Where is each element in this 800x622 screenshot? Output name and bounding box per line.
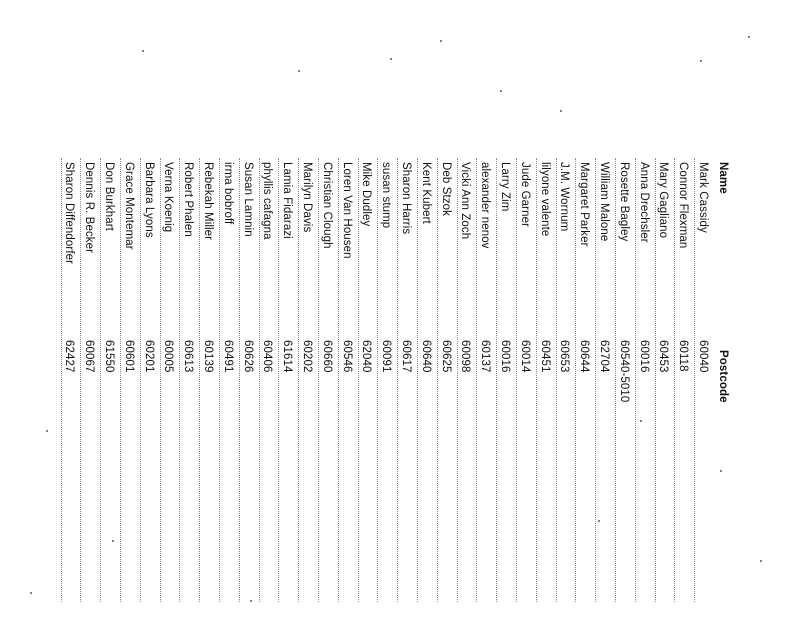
postcode-cell: 60653 (558, 340, 571, 373)
name-cell: Lamia Fidarazi (281, 162, 294, 239)
scan-speck (298, 70, 300, 72)
scan-speck (440, 40, 442, 42)
table-row (375, 162, 395, 622)
name-cell: Don Burkhart (103, 162, 116, 231)
name-cell: Sharon Diffendorfer (63, 162, 76, 265)
postcode-cell: 60406 (261, 340, 274, 373)
postcode-cell: 60016 (499, 340, 512, 373)
scan-speck (640, 420, 642, 422)
table-row (177, 162, 197, 622)
table-row (98, 162, 118, 622)
table-row (455, 162, 475, 622)
scan-speck (720, 470, 722, 472)
name-cell: Dennis R. Becker (83, 162, 96, 254)
name-cell: Anna Drechsler (637, 162, 650, 243)
scan-speck (30, 592, 32, 594)
table-row (395, 162, 415, 622)
table-row (356, 162, 376, 622)
postcode-cell: 60644 (578, 340, 591, 373)
postcode-cell: 62427 (63, 340, 76, 373)
postcode-cell: 60617 (400, 340, 413, 373)
name-cell: alexander nenov (479, 162, 492, 249)
scan-speck (250, 600, 252, 602)
name-cell: lilyone valente (538, 162, 551, 237)
name-cell: Margaret Parker (578, 162, 591, 247)
name-cell: Sharon Harris (400, 162, 413, 235)
table-row (158, 162, 178, 622)
table-header-row (712, 162, 732, 622)
table-row (613, 162, 633, 622)
postcode-cell: 60202 (301, 340, 314, 373)
scan-speck (46, 430, 48, 432)
table-row (474, 162, 494, 622)
name-cell: Mike Dudley (360, 162, 373, 227)
postcode-cell: 60640 (419, 340, 432, 373)
postcode-cell: 62704 (598, 340, 611, 373)
table-row (276, 162, 296, 622)
postcode-cell: 60014 (518, 340, 531, 373)
name-postcode-table (59, 162, 732, 622)
postcode-cell: 60625 (439, 340, 452, 373)
postcode-cell: 60601 (122, 340, 135, 373)
name-cell: Rosette Bagley (617, 162, 630, 242)
scan-speck (142, 50, 144, 52)
postcode-cell: 60201 (142, 340, 155, 373)
postcode-cell: 60453 (657, 340, 670, 373)
name-cell: phyllis cafagna (261, 162, 274, 240)
postcode-cell: 60451 (538, 340, 551, 373)
table-row (692, 162, 712, 622)
table-row (633, 162, 653, 622)
postcode-cell: 60613 (182, 340, 195, 373)
name-cell: Kent Kubert (419, 162, 432, 224)
table-row (494, 162, 514, 622)
postcode-cell: 60005 (162, 340, 175, 373)
name-cell: Susan Lamnin (241, 162, 254, 237)
postcode-cell: 60137 (479, 340, 492, 373)
postcode-cell: 61550 (103, 340, 116, 373)
postcode-cell: 60626 (241, 340, 254, 373)
table-row (534, 162, 554, 622)
name-cell: susan stump (380, 162, 393, 229)
table-row (316, 162, 336, 622)
name-cell: Rebekah Miller (202, 162, 215, 241)
table-row (257, 162, 277, 622)
table-row (435, 162, 455, 622)
name-cell: J.M. Wornum (558, 162, 571, 232)
name-cell: Marilyn Davis (301, 162, 314, 233)
table-row (514, 162, 534, 622)
name-cell: Mary Gagliano (657, 162, 670, 239)
name-cell: Robert Phalen (182, 162, 195, 237)
name-cell: Connor Flexman (677, 162, 690, 249)
table-row (197, 162, 217, 622)
name-cell: Loren Van Housen (340, 162, 353, 259)
postcode-column-header: Postcode (717, 350, 729, 403)
scan-speck (760, 560, 762, 562)
scan-speck (700, 60, 702, 62)
postcode-cell: 60098 (459, 340, 472, 373)
scan-speck (112, 540, 114, 542)
table-row (237, 162, 257, 622)
name-cell: Barbara Lyons (142, 162, 155, 238)
name-cell: irma bobroff (221, 162, 234, 225)
name-cell: Verna Koenig (162, 162, 175, 233)
postcode-cell: 61614 (281, 340, 294, 373)
table-row (217, 162, 237, 622)
scan-speck (748, 36, 750, 38)
table-row (653, 162, 673, 622)
name-cell: Vicki Ann Zoch (459, 162, 472, 240)
name-cell: William Malone (598, 162, 611, 242)
table-row (672, 162, 692, 622)
table-row (573, 162, 593, 622)
table-body (59, 162, 712, 622)
scan-speck (598, 520, 600, 522)
scan-speck (500, 90, 502, 92)
name-cell: Deb Stzok (439, 162, 452, 216)
postcode-cell: 60067 (83, 340, 96, 373)
postcode-cell: 60016 (637, 340, 650, 373)
name-cell: Jude Garner (518, 162, 531, 228)
name-cell: Grace Montemar (122, 162, 135, 250)
scan-speck (390, 58, 392, 60)
name-cell: Larry Zim (499, 162, 512, 212)
table-row (59, 162, 79, 622)
postcode-cell: 60091 (380, 340, 393, 373)
name-column-header: Name (717, 162, 729, 194)
table-row (296, 162, 316, 622)
postcode-cell: 60491 (221, 340, 234, 373)
postcode-cell: 60139 (202, 340, 215, 373)
table-row (138, 162, 158, 622)
scan-speck (560, 110, 562, 112)
table-row (336, 162, 356, 622)
table-row (415, 162, 435, 622)
name-cell: Mark Cassidy (697, 162, 709, 233)
postcode-cell: 60660 (320, 340, 333, 373)
postcode-cell: 60118 (677, 340, 690, 372)
name-cell: Christian Clough (320, 162, 333, 249)
postcode-cell: 60540-5010 (617, 340, 630, 403)
table-row (118, 162, 138, 622)
table-row (593, 162, 613, 622)
postcode-cell: 60040 (697, 340, 709, 373)
postcode-cell: 60546 (340, 340, 353, 373)
postcode-cell: 62040 (360, 340, 373, 373)
table-row (79, 162, 99, 622)
table-row (554, 162, 574, 622)
